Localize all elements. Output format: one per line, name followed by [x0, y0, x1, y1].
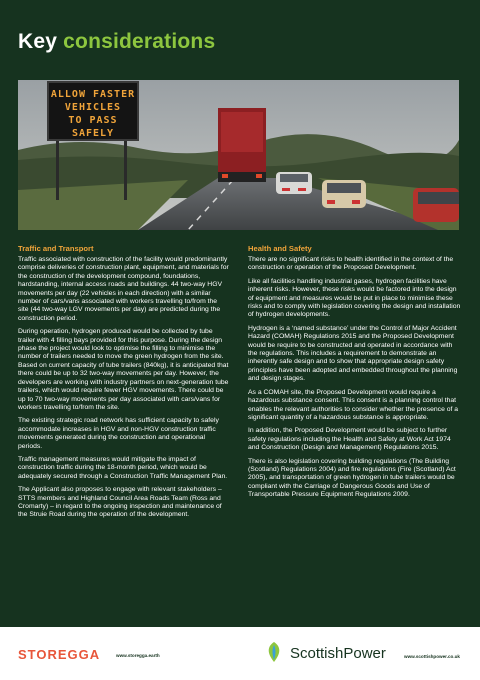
storegga-logo: STOREGGA: [18, 647, 101, 662]
traffic-column: [18, 244, 229, 525]
footer: [0, 627, 480, 680]
scottishpower-leaf-icon: [262, 640, 286, 664]
traffic-paragraph: The existing strategic road network has sufficient capacity to safely accommodate increases in HGV and non-HGV construction traffic movements generated during the construction and operational periods.: [18, 417, 219, 450]
road-photo: [18, 80, 459, 230]
traffic-paragraph: During operation, hydrogen produced would be collected by tube trailer with 4 filling bays provided for this purpose. During the design phase the project would look to optimise the filling to minimise the number of trailers needed to move the green hydrogen from the site. Based on current capacity of tube trailers (840kg), it is anticipated that there could be up to 32 two-way movements per day. However, the developers are working with industry partners on next-generation tube trailers, which would require fewer HGV movements. There could be up to 70 two-way movements per day associated with cars/vans for workers travelling to/from the site.: [18, 328, 229, 411]
traffic-paragraph: Traffic management measures would mitigate the impact of construction traffic during the 18-month period, which would be adequately secured through a Construction Traffic Management Plan.: [18, 455, 228, 480]
sign-line-4: SAFELY: [71, 128, 115, 139]
health-column: [248, 244, 462, 505]
scottishpower-url[interactable]: www.scottishpower.co.uk: [404, 654, 460, 659]
health-heading: Health and Safety: [248, 244, 312, 253]
sign-line-3: TO PASS: [68, 115, 118, 126]
health-paragraph: There is also legislation covering building regulations (The Building (Scotland) Regulations 2004) and fire regulations (Fire (Scotland) Act 2005), and transportation of green hydrogen in tube trailers would be compliant with the Carriage of Dangerous Goods and Use of Transportable Pressure Equipment Regulations 2009.: [248, 457, 456, 499]
title-word-key: Key: [18, 30, 58, 53]
traffic-heading: Traffic and Transport: [18, 244, 94, 253]
scottishpower-logo: ScottishPower: [290, 645, 386, 662]
storegga-url[interactable]: www.storegga.earth: [116, 653, 160, 658]
sign-line-1: ALLOW FASTER: [50, 89, 136, 100]
title-word-considerations: considerations: [63, 30, 216, 53]
page-title: [18, 30, 215, 54]
health-paragraph: In addition, the Proposed Development would be subject to further safety regulations including the Health and Safety at Work Act 1974 and Construction (Design and Management) Regulations 2015.: [248, 427, 451, 452]
health-paragraph: There are no significant risks to health identified in the context of the construction or operation of the Proposed Development.: [248, 256, 454, 272]
traffic-paragraph: Traffic associated with construction of the facility would predominantly comprise deliveries of construction plant, equipment, and materials for the construction of the development compound, foundations, hardstanding, internal access roads and buildings. 44 two-way HGV movements per day (22 vehicles in each direction) with a similar number of cars/vans associated with workers travelling to/from the site (44 two-way LGV movements per day) are predicted during the construction period.: [18, 256, 229, 322]
health-paragraph: Hydrogen is a ‘named substance’ under the Control of Major Accident Hazard (COMAH) Regulations 2015 and the Proposed Development would be require to be constructed and operated in accordance with the regulations. This includes a requirement to demonstrate an inherently safe design and to show that appropriate design safety principles have been adopted and embedded throughout the planning and design stages.: [248, 324, 458, 383]
traffic-paragraph: The Applicant also proposes to engage with relevant stakeholders – STTS members and Highland Council Area Roads Team (Ross and Cromarty) – in regard to the ongoing inspection and maintenance of the Struie Road during the operation of the development.: [18, 486, 222, 519]
sign-line-2: VEHICLES: [64, 102, 122, 113]
health-paragraph: As a COMAH site, the Proposed Development would require a hazardous substance consent. This consent is a planning control that enables the relevant authorities to consider whether the presence of a significant quantity of a hazardous substance is appropriate.: [248, 388, 459, 421]
health-paragraph: Like all facilities handling industrial gases, hydrogen facilities have inherent risks. However, these risks would be factored into the design of equipment and measures would be put in place to minimise these risks and to comply with legislation covering the design and installation of hydrogen developments.: [248, 277, 461, 319]
